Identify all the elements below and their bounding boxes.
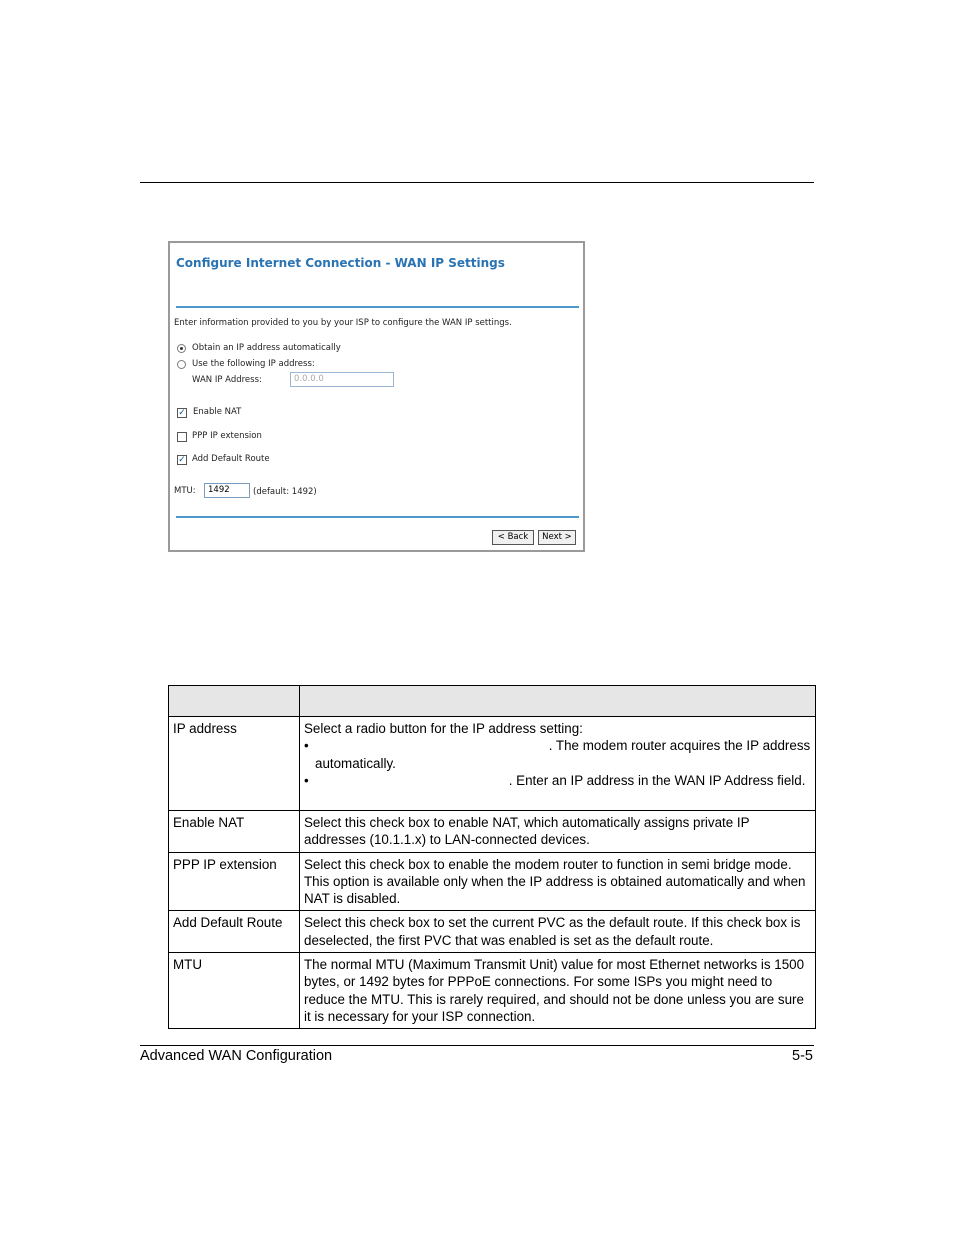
add-default-route-checkbox[interactable]: ✓ [178, 455, 186, 465]
setting-description: Select this check box to enable the modem router to function in semi bridge mode. This option is available only when the IP address is obtained automatically and when NAT is disabled. [300, 852, 816, 911]
bullet-text: . Enter an IP address in the WAN IP Address field. [508, 772, 806, 788]
mtu-input[interactable]: 1492 [204, 483, 250, 498]
setting-name: Add Default Route [169, 911, 300, 953]
next-button[interactable]: Next > [538, 530, 576, 545]
screenshot-title: Configure Internet Connection - WAN IP Settings [176, 256, 505, 270]
use-static-ip-label: Use the following IP address: [192, 359, 315, 369]
setting-name: MTU [169, 953, 300, 1029]
ip-address-bullet-static [304, 772, 811, 789]
table-row [169, 811, 816, 853]
wan-ip-settings-screenshot [168, 241, 585, 552]
ip-address-intro: Select a radio button for the IP address setting: [304, 721, 583, 736]
ppp-ip-extension-label: PPP IP extension [192, 431, 262, 441]
setting-name: Enable NAT [169, 811, 300, 853]
setting-description: Select this check box to enable NAT, which automatically assigns private IP addresses (10.1.1.x) to LAN-connected devices. [300, 811, 816, 853]
table-row [169, 852, 816, 911]
mtu-default-note: (default: 1492) [253, 487, 317, 497]
screenshot-intro: Enter information provided to you by your ISP to configure the WAN IP settings. [174, 318, 512, 328]
obtain-ip-auto-label: Obtain an IP address automatically [192, 343, 341, 353]
setting-description [300, 717, 816, 811]
setting-description: Select this check box to set the current PVC as the default route. If this check box is deselected, the first PVC that was enabled is set as the default route. [300, 911, 816, 953]
footer-page-number: 5-5 [792, 1048, 813, 1064]
wan-ip-address-input[interactable]: 0.0.0.0 [290, 372, 394, 387]
bullet-glyph: • [304, 738, 309, 754]
ip-address-bullet-auto [304, 737, 811, 772]
table-row [169, 717, 816, 811]
table-header-row [169, 686, 816, 717]
enable-nat-checkbox[interactable]: ✓ [178, 408, 186, 418]
mtu-label: MTU: [174, 486, 196, 496]
wan-ip-settings-table [168, 685, 816, 1029]
radio-selected-dot [180, 347, 183, 350]
footer-rule [140, 1045, 814, 1046]
table-header-description [300, 686, 816, 717]
bullet-text: . The modem router acquires the IP address automatically. [315, 738, 811, 771]
ppp-ip-extension-checkbox[interactable] [177, 432, 187, 442]
setting-description: The normal MTU (Maximum Transmit Unit) value for most Ethernet networks is 1500 bytes, or 1492 bytes for PPPoE connections. For some ISPs you might need to reduce the MTU. This is rarely required, and should not be done unless you are sure it is necessary for your ISP connection. [300, 953, 816, 1029]
use-static-ip-radio[interactable] [177, 360, 186, 369]
add-default-route-label: Add Default Route [192, 454, 270, 464]
screenshot-bottom-rule [176, 516, 579, 518]
table-header-setting [169, 686, 300, 717]
screenshot-title-rule [176, 306, 579, 308]
header-rule [140, 182, 814, 183]
footer-section-title: Advanced WAN Configuration [140, 1048, 333, 1064]
enable-nat-label: Enable NAT [193, 407, 242, 417]
setting-name: PPP IP extension [169, 852, 300, 911]
setting-name: IP address [169, 717, 300, 811]
wan-ip-address-label: WAN IP Address: [192, 375, 262, 385]
obtain-ip-auto-radio[interactable] [177, 344, 186, 353]
table-row [169, 911, 816, 953]
back-button[interactable]: < Back [492, 530, 534, 545]
bullet-glyph: • [304, 772, 309, 788]
table-row [169, 953, 816, 1029]
